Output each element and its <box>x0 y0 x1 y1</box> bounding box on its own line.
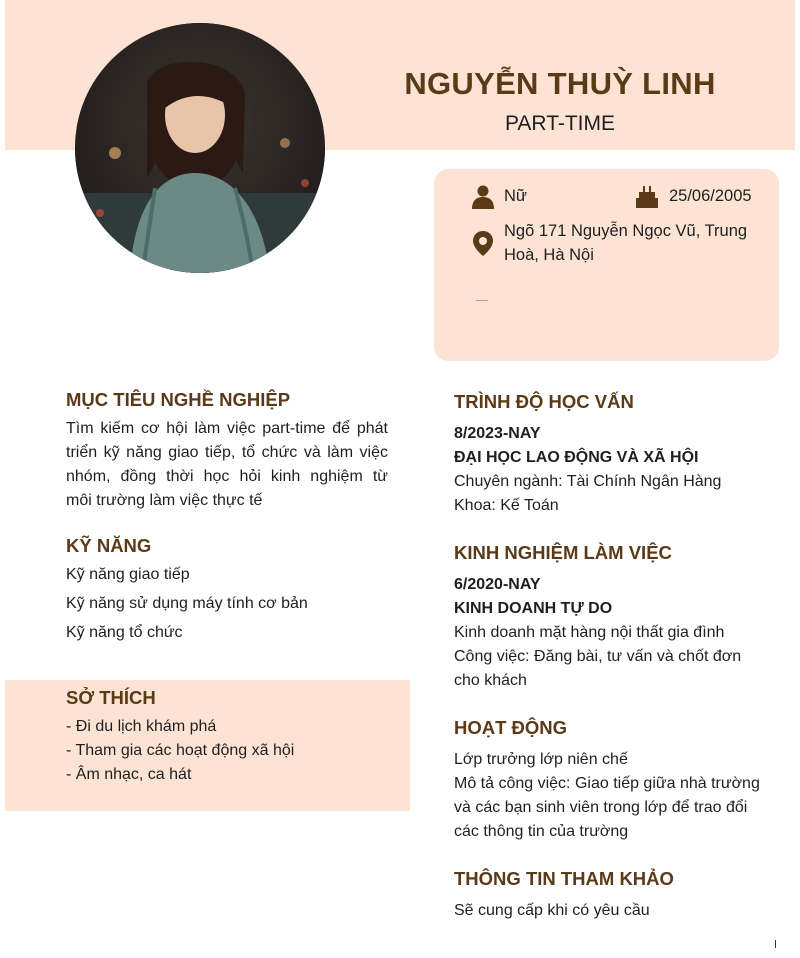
experience-title: KINH NGHIỆM LÀM VIỆC <box>454 542 672 563</box>
location-pin-icon <box>470 230 496 256</box>
experience-description: cho khách <box>454 672 527 689</box>
experience-period: 6/2020-NAY <box>454 576 541 593</box>
person-icon <box>470 184 496 210</box>
experience-company: KINH DOANH TỰ DO <box>454 600 613 617</box>
hobby-item: - Tham gia các hoạt động xã hội <box>66 742 295 759</box>
activities-title: HOẠT ĐỘNG <box>454 717 568 738</box>
profile-photo-image <box>75 23 325 273</box>
profile-photo <box>75 23 325 273</box>
education-major: Chuyên ngành: Tài Chính Ngân Hàng <box>454 473 722 490</box>
references-title: THÔNG TIN THAM KHẢO <box>454 868 674 889</box>
hobbies-title: SỞ THÍCH <box>66 687 156 708</box>
skill-item: Kỹ năng giao tiếp <box>66 566 190 583</box>
skill-item: Kỹ năng tổ chức <box>66 624 183 641</box>
address-line-2: Hoà, Hà Nội <box>504 246 594 264</box>
address-row <box>470 219 747 267</box>
education-faculty: Khoa: Kế Toán <box>454 497 559 514</box>
birthdate-value: 25/06/2005 <box>669 187 752 205</box>
objective-line: triển kỹ năng giao tiếp, tổ chức và làm việc <box>66 444 388 461</box>
education-title: TRÌNH ĐỘ HỌC VẤN <box>454 391 634 412</box>
gender-row <box>470 184 527 210</box>
cake-icon <box>634 184 660 210</box>
hobby-item: - Âm nhạc, ca hát <box>66 766 192 783</box>
job-role: PART-TIME <box>504 112 616 135</box>
objective-line: Tìm kiếm cơ hội làm việc part-time để phát <box>66 420 388 437</box>
hobby-item: - Đi du lịch khám phá <box>66 718 217 735</box>
education-period: 8/2023-NAY <box>454 425 541 442</box>
birthdate-row <box>634 184 752 210</box>
objective-text <box>66 417 388 513</box>
experience-description: Kinh doanh mặt hàng nội thất gia đình <box>454 624 725 641</box>
address-line-1: Ngõ 171 Nguyễn Ngọc Vũ, Trung <box>504 222 748 240</box>
skills-title: KỸ NĂNG <box>66 535 152 556</box>
gender-value: Nữ <box>504 187 527 205</box>
divider-mark <box>476 300 488 301</box>
page-mark <box>775 940 776 948</box>
experience-description: Công việc: Đăng bài, tư vấn và chốt đơn <box>454 648 742 665</box>
activity-line: Lớp trưởng lớp niên chế <box>454 751 628 768</box>
skill-item: Kỹ năng sử dụng máy tính cơ bản <box>66 595 308 612</box>
references-text: Sẽ cung cấp khi có yêu cầu <box>454 902 650 919</box>
full-name: NGUYỄN THUỲ LINH <box>404 66 716 101</box>
activity-line: và các bạn sinh viên trong lớp để trao đổi <box>454 799 748 816</box>
objective-line: nhóm, đồng thời học hỏi kinh nghiệm từ <box>66 468 388 485</box>
education-school: ĐẠI HỌC LAO ĐỘNG VÀ XÃ HỘI <box>454 449 699 466</box>
objective-line: môi trường làm việc thực tế <box>66 492 263 509</box>
objective-title: MỤC TIÊU NGHỀ NGHIỆP <box>66 389 291 410</box>
activity-line: Mô tả công việc: Giao tiếp giữa nhà trường <box>454 775 760 792</box>
activity-line: các thông tin của trường <box>454 823 629 840</box>
